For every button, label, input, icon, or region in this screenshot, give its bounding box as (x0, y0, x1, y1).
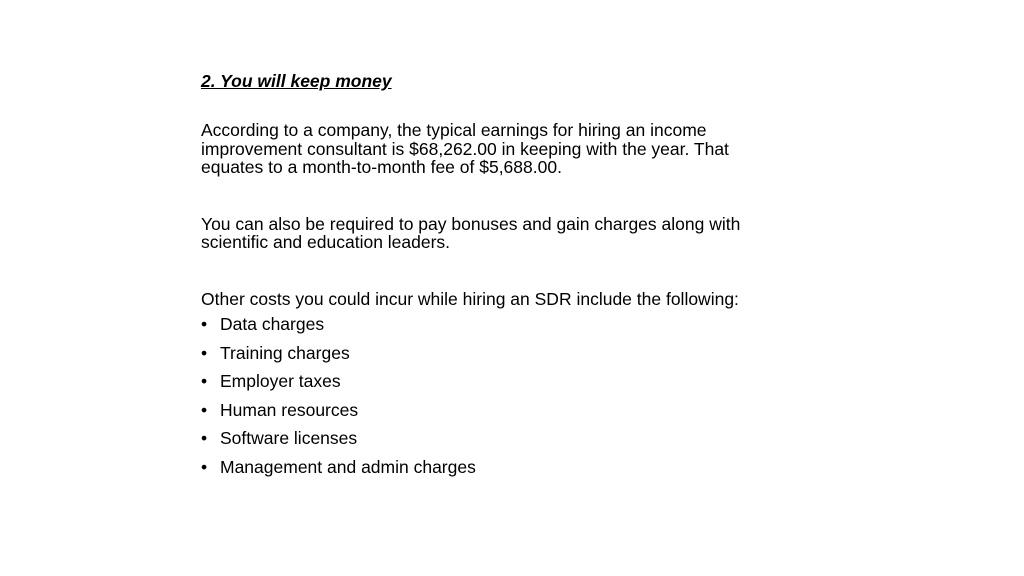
slide-heading: 2. You will keep money (201, 71, 392, 91)
cost-list-wrapper (201, 310, 781, 482)
bullet-icon: • (201, 371, 208, 392)
paragraph-earnings: According to a company, the typical earnings for hiring an income improvement consultant is $68,262.00 in keeping with the year. That equates to a month-to-month fee of $5,688.00. (201, 120, 729, 177)
list-item-label: Management and admin charges (220, 456, 476, 477)
slide-content (201, 72, 781, 482)
bullet-icon: • (201, 456, 208, 477)
list-item (201, 453, 781, 482)
bullet-icon: • (201, 399, 208, 420)
cost-list (201, 310, 781, 482)
list-item-label: Employer taxes (220, 371, 341, 392)
bullet-icon: • (201, 428, 208, 449)
list-item-label: Training charges (220, 342, 350, 363)
list-item-label: Software licenses (220, 428, 358, 449)
list-item (201, 367, 781, 396)
paragraph-other-costs: Other costs you could incur while hiring an SDR include the following: (201, 288, 739, 309)
list-item (201, 339, 781, 368)
bullet-icon: • (201, 342, 208, 363)
list-item (201, 310, 781, 339)
list-item-label: Human resources (220, 399, 359, 420)
list-item (201, 396, 781, 425)
bullet-icon: • (201, 314, 208, 334)
list-item-label: Data charges (220, 314, 325, 334)
paragraph-bonuses: You can also be required to pay bonuses and gain charges along with scientific and education leaders. (201, 213, 741, 252)
list-item (201, 424, 781, 453)
